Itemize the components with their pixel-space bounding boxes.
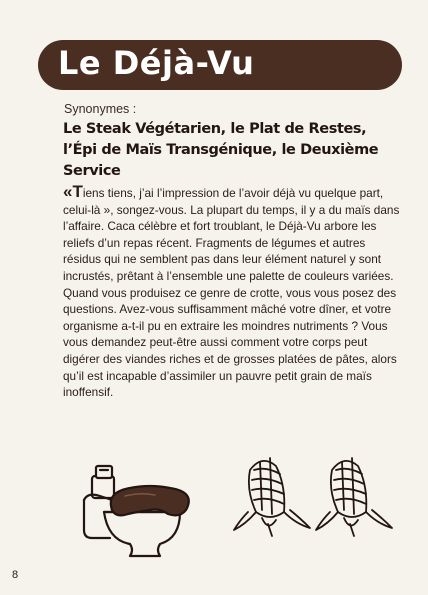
synonyms-line-1: Le Steak Végétarien, le Plat de Restes,	[63, 121, 367, 137]
page-title: Le Déjà-Vu	[58, 44, 255, 82]
synonyms-label: Synonymes :	[64, 102, 137, 116]
toilet-with-poop-icon	[84, 466, 189, 556]
opening-quote: «	[63, 182, 73, 201]
corn-cob-icon	[234, 458, 310, 536]
synonyms-list	[63, 119, 408, 182]
body-paragraph	[63, 182, 403, 401]
body-text: iens tiens, j’ai l’impression de l’avoir déjà vu quelque part, celui-là », songez-vous. La plupart du temps, il y a du maïs dans l’affaire. Caca célèbre et fort troublant, le Déjà-Vu arbore les reliefs d’un repas récent. Fragments de légumes et autres résidus qui ne semblent pas dans leur élément naturel y sont incrustés, prêtant à l’ensemble une palette de couleurs variées. Quand vous produisez ce genre de crotte, vous vous posez des questions. Avez-vous suffisamment mâché votre dîner, et votre organisme a-t-il pu en extraire les moindres nutriments ? Vous vous demandez peut-être aussi comment votre corps peut digérer des viandes riches et de grosses platées de pâtes, alors qu’il est incapable d’assimiler un pauvre petit grain de maïs inoffensif.	[63, 186, 400, 400]
title-banner	[38, 40, 402, 90]
synonyms-line-2: l’Épi de Maïs Transgénique, le Deuxième Service	[63, 142, 379, 179]
page-number: 8	[12, 569, 19, 581]
illustration-strip	[0, 440, 428, 560]
corn-cob-icon	[316, 458, 392, 536]
drop-cap: T	[72, 182, 83, 201]
